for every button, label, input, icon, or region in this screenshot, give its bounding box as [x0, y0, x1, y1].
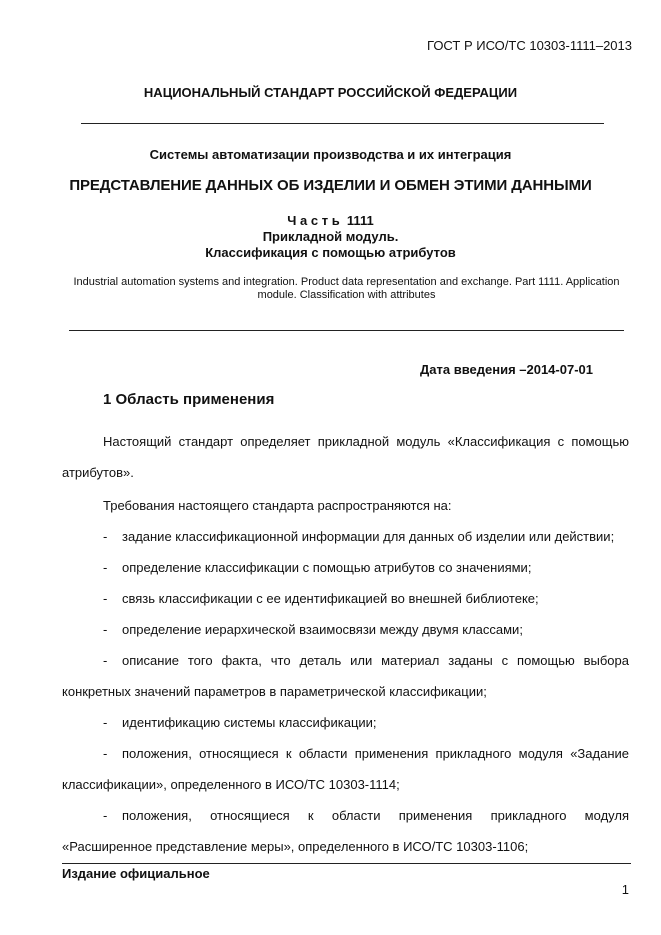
- page-number: 1: [621, 882, 629, 897]
- list-dash: -: [103, 808, 108, 823]
- list-item: задание классификационной информации для данных об изделии или действии;: [122, 529, 615, 544]
- list-item: связь классификации с ее идентификацией во внешней библиотеке;: [122, 591, 539, 606]
- list-item: положения, относящиеся к области применения прикладного модуля «Задание: [122, 746, 629, 761]
- title-rule-bottom: [69, 330, 624, 331]
- subtitle: Классификация с помощью атрибутов: [205, 245, 456, 260]
- list-item-continuation: «Расширенное представление меры», определенного в ИСО/ТС 10303-1106;: [62, 839, 529, 854]
- list-dash: -: [103, 529, 108, 544]
- english-title-line-2: module. Classification with attributes: [257, 289, 436, 301]
- title-rule-top: [81, 123, 604, 124]
- list-dash: -: [103, 591, 108, 606]
- paragraph-line: Настоящий стандарт определяет прикладной модуль «Классификация с помощью: [103, 434, 629, 449]
- list-dash: -: [103, 746, 108, 761]
- list-dash: -: [103, 653, 108, 668]
- list-item: положения, относящиеся к области применения прикладного модуля: [122, 808, 629, 823]
- footer-rule: [62, 863, 631, 864]
- list-dash: -: [103, 622, 108, 637]
- english-title: [69, 276, 624, 302]
- main-title: ПРЕДСТАВЛЕНИЕ ДАННЫХ ОБ ИЗДЕЛИИ И ОБМЕН ЭТИМИ ДАННЫМИ: [69, 177, 592, 194]
- document-code: ГОСТ Р ИСО/ТС 10303-1111–2013: [427, 38, 632, 53]
- national-standard-heading: НАЦИОНАЛЬНЫЙ СТАНДАРТ РОССИЙСКОЙ ФЕДЕРАЦИИ: [143, 85, 518, 100]
- list-item: идентификацию системы классификации;: [122, 715, 377, 730]
- section-heading: 1 Область применения: [103, 391, 275, 408]
- list-dash: -: [103, 715, 108, 730]
- part-number: Ч а с т ь 1111: [287, 213, 374, 228]
- list-item-continuation: классификации», определенного в ИСО/ТС 10303-1114;: [62, 777, 400, 792]
- introduction-date: Дата введения –2014-07-01: [420, 362, 593, 377]
- series-title: Системы автоматизации производства и их интеграция: [149, 147, 512, 162]
- list-item: описание того факта, что деталь или материал заданы с помощью выбора: [122, 653, 629, 668]
- paragraph-line: атрибутов».: [62, 465, 134, 480]
- module-label: Прикладной модуль.: [262, 229, 399, 244]
- english-title-line-1: Industrial automation systems and integration. Product data representation and exchange. Part 1111. Application: [73, 276, 620, 288]
- list-item: определение классификации с помощью атрибутов со значениями;: [122, 560, 532, 575]
- list-dash: -: [103, 560, 108, 575]
- list-item: определение иерархической взаимосвязи между двумя классами;: [122, 622, 523, 637]
- paragraph-line: Требования настоящего стандарта распространяются на:: [103, 498, 452, 513]
- edition-label: Издание официальное: [62, 866, 210, 881]
- list-item-continuation: конкретных значений параметров в параметрической классификации;: [62, 684, 487, 699]
